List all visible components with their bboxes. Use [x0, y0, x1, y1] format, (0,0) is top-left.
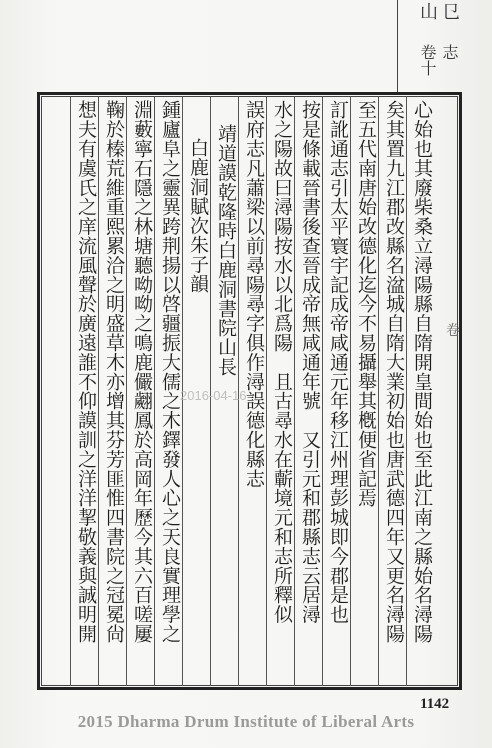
- header-mark-2: 山: [417, 2, 438, 20]
- text-column-3: 至五代南唐始改德化迄今不易攝舉其槪便省記焉: [355, 100, 377, 508]
- text-column-6: 水之陽故曰潯陽按水以北爲陽 且古尋水在蘄境元和志所釋似: [271, 100, 293, 624]
- text-column-10: 鍾廬阜之靈異跨荆揚以啓疆振大儒之木鐸發人心之天良實理學之: [159, 100, 181, 644]
- text-column-13: 想夫有虞氏之庠流風聲於廣遠誰不仰謨訓之洋洋挈敬義與誠明開: [75, 100, 97, 644]
- text-column-1: 心始也其廢柴桑立潯陽縣自隋開皇間始也至此江南之縣始名潯陽: [411, 100, 433, 644]
- text-column-2: 矣其置九江郡改縣名湓城自隋大業初始也唐武德四年又更名潯陽: [383, 100, 405, 644]
- column-rule: [70, 96, 71, 686]
- text-column-12: 鞠於榛荒維重熙累洽之明盛草木亦增其芬芳匪惟四書院之冠冕尙: [103, 100, 125, 644]
- author-note-column: 靖道謨乾隆時白鹿洞書院山長: [215, 124, 237, 377]
- column-rule: [266, 96, 267, 686]
- date-stamp: 2016-04-16: [180, 388, 247, 403]
- header-mark-4: 卷十: [418, 44, 437, 76]
- column-rule: [322, 96, 323, 686]
- text-column-5: 按是條載晉書後查晉成帝無咸通年號 又引元和郡縣志云居潯: [299, 100, 321, 624]
- text-column-7: 誤府志凡蕭梁以前尋陽尋字俱作潯誤德化縣志: [243, 100, 265, 488]
- header-mark-3: 志: [440, 44, 459, 60]
- text-column-11: 淵藪寧石隱之林塘聽呦呦之鳴鹿儼翽鳳於高岡年歷今其六百嗟屢: [131, 100, 153, 644]
- text-column-4: 訂訛通志引太平寰宇記成帝咸通元年移江州理彭城即今郡是也: [327, 100, 349, 624]
- side-mark: 卷: [446, 323, 460, 339]
- column-rule: [350, 96, 351, 686]
- page-number: 1142: [420, 696, 450, 712]
- poem-title-column: 白鹿洞賦次朱子韻: [187, 138, 209, 294]
- column-rule: [378, 96, 379, 686]
- column-rule: [294, 96, 295, 686]
- column-rule: [154, 96, 155, 686]
- column-rule: [406, 96, 407, 686]
- header-mark-1: 㔾: [439, 2, 460, 20]
- copyright-footer: 2015 Dharma Drum Institute of Liberal Arts: [77, 712, 415, 731]
- column-rule: [126, 96, 127, 686]
- column-rule: [98, 96, 99, 686]
